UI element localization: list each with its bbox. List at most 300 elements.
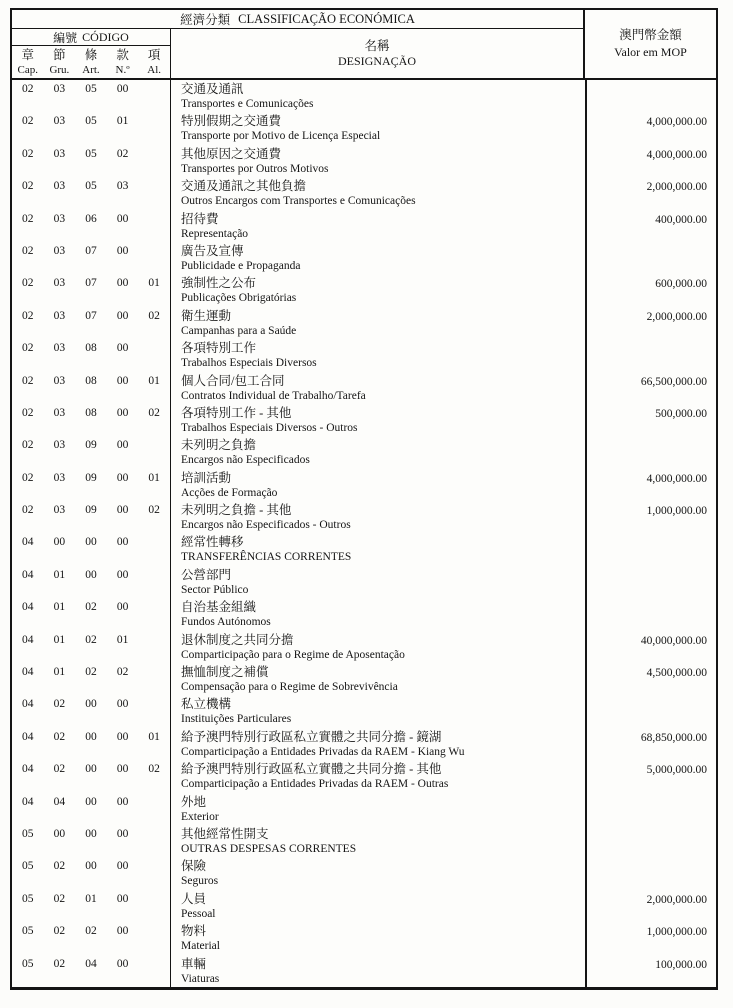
code-al: [138, 924, 170, 954]
code-n: 00: [116, 568, 129, 581]
designation-pt: Exterior: [181, 810, 219, 823]
designation-zh: 人員: [181, 891, 207, 906]
designation-zh: 退休制度之共同分擔: [181, 632, 294, 647]
row-codes: [12, 112, 170, 144]
code-al: 02: [148, 504, 160, 517]
code-art: 08: [85, 374, 97, 387]
designation-zh: 其他經常性開支: [181, 826, 269, 841]
row-value: [585, 793, 716, 825]
value-column-header: 澳門幣金額 Valor em MOP: [583, 10, 716, 78]
code-gru: 03: [53, 115, 66, 128]
code-cap: 04: [22, 698, 34, 711]
row-designation: [170, 112, 585, 144]
row-value: [585, 598, 716, 630]
table-row: [12, 274, 716, 306]
code-gru: 03: [53, 504, 66, 517]
code-cap: 02: [22, 471, 34, 484]
code-al: [138, 568, 170, 598]
designation-pt: Acções de Formação: [181, 486, 278, 499]
code-art: 00: [85, 763, 97, 776]
code-cap: 05: [22, 860, 34, 873]
code-gru: 03: [53, 406, 66, 419]
code-gru: 03: [53, 180, 66, 193]
code-al: [138, 147, 170, 177]
row-codes: [12, 825, 170, 857]
code-n: 01: [116, 633, 129, 646]
code-al: [138, 697, 170, 727]
code-cap: 02: [22, 309, 34, 322]
row-value: 4,000,000.00: [585, 469, 716, 501]
code-gru: 02: [53, 925, 66, 938]
designation-pt: Trabalhos Especiais Diversos: [181, 357, 317, 370]
designation-pt: Contratos Individual de Trabalho/Tarefa: [181, 389, 366, 402]
designation-pt: Fundos Autónomos: [181, 616, 271, 629]
row-designation: [170, 210, 585, 242]
code-cap: 05: [22, 892, 34, 905]
code-n: 00: [116, 83, 129, 95]
row-designation: [170, 436, 585, 468]
row-value: 100,000.00: [585, 955, 716, 987]
code-n: 00: [116, 244, 129, 257]
code-art: 09: [85, 504, 97, 517]
row-designation: [170, 825, 585, 857]
row-designation: [170, 307, 585, 339]
row-value: 1,000,000.00: [585, 922, 716, 954]
table-row: [12, 793, 716, 825]
code-art: 05: [85, 115, 97, 128]
row-value: 600,000.00: [585, 274, 716, 306]
designation-pt: Viaturas: [181, 972, 220, 985]
code-gru: 03: [53, 147, 66, 160]
table-header-left: [12, 10, 583, 78]
designation-zh: 未列明之負擔 - 其他: [181, 503, 292, 518]
designation-pt: Outros Encargos com Transportes e Comunicações: [181, 195, 416, 208]
row-codes: [12, 339, 170, 371]
row-codes: [12, 566, 170, 598]
row-value: [585, 533, 716, 565]
row-value: 40,000,000.00: [585, 631, 716, 663]
code-n: 00: [116, 925, 129, 938]
row-designation: [170, 598, 585, 630]
code-group-label-pt: CÓDIGO: [82, 29, 129, 44]
code-cap: 05: [22, 827, 34, 840]
row-value: [585, 339, 716, 371]
code-gru: 00: [53, 827, 66, 840]
code-n: 00: [116, 504, 129, 517]
code-n: 00: [116, 957, 129, 970]
code-n: 00: [116, 536, 129, 549]
code-n: 00: [116, 342, 129, 355]
code-gru: 02: [53, 892, 66, 905]
designation-pt: Publicidade e Propaganda: [181, 259, 301, 272]
code-al: [138, 341, 170, 371]
row-codes: [12, 307, 170, 339]
designation-zh: 給予澳門特別行政區私立實體之共同分擔 - 鏡湖: [181, 729, 442, 744]
code-gru: 03: [53, 244, 66, 257]
row-codes: [12, 501, 170, 533]
code-art: 00: [85, 698, 97, 711]
code-cap: 04: [22, 666, 34, 679]
row-designation: [170, 760, 585, 792]
designation-pt: Trabalhos Especiais Diversos - Outros: [181, 421, 358, 434]
code-gru: 02: [53, 763, 66, 776]
code-col-art: 條 Art.: [82, 48, 100, 76]
code-gru: 02: [53, 957, 66, 970]
row-codes: [12, 210, 170, 242]
code-al: [138, 82, 170, 112]
row-codes: [12, 857, 170, 889]
designation-pt: Comparticipação a Entidades Privadas da RAEM - Kiang Wu: [181, 745, 465, 758]
table-body: [12, 80, 716, 987]
code-cap: 02: [22, 212, 34, 225]
code-gru: 01: [53, 633, 66, 646]
designation-pt: Transportes por Outros Motivos: [181, 162, 329, 175]
code-n: 00: [116, 763, 129, 776]
code-art: 08: [85, 406, 97, 419]
designation-column-header: 名稱 DESIGNAÇÃO: [170, 29, 583, 78]
code-n: 00: [116, 471, 129, 484]
designation-zh: 廣告及宣傳: [181, 243, 244, 258]
code-n: 00: [116, 374, 129, 387]
code-al: [138, 957, 170, 987]
row-designation: [170, 242, 585, 274]
row-designation: [170, 339, 585, 371]
row-value: 4,500,000.00: [585, 663, 716, 695]
code-gru: 02: [53, 860, 66, 873]
row-codes: [12, 631, 170, 663]
code-n: 00: [116, 439, 129, 452]
code-cap: 04: [22, 730, 34, 743]
code-group-label: [12, 29, 170, 46]
table-row: [12, 112, 716, 144]
row-designation: [170, 890, 585, 922]
table-row: [12, 469, 716, 501]
table-row: [12, 631, 716, 663]
code-cap: 04: [22, 763, 34, 776]
code-art: 08: [85, 342, 97, 355]
row-codes: [12, 695, 170, 727]
code-subcolumn-labels: [12, 46, 170, 78]
code-n: 00: [116, 795, 129, 808]
code-col-gru: 節 Gru.: [49, 48, 70, 76]
code-al: [138, 438, 170, 468]
row-value: [585, 242, 716, 274]
table-row: [12, 760, 716, 792]
row-value: [585, 695, 716, 727]
designation-pt: Seguros: [181, 875, 219, 888]
table-row: [12, 955, 716, 987]
code-art: 00: [85, 536, 97, 549]
code-gru: 03: [53, 471, 66, 484]
designation-pt: Comparticipação para o Regime de Aposentação: [181, 648, 405, 661]
designation-zh: 交通及通訊: [181, 82, 244, 96]
code-art: 05: [85, 83, 97, 95]
code-art: 06: [85, 212, 97, 225]
code-al: 01: [148, 471, 160, 484]
table-row: [12, 80, 716, 112]
row-designation: [170, 663, 585, 695]
designation-zh: 特別假期之交通費: [181, 114, 282, 129]
row-codes: [12, 80, 170, 112]
row-value: [585, 825, 716, 857]
row-codes: [12, 274, 170, 306]
row-designation: [170, 922, 585, 954]
code-gru: 00: [53, 536, 66, 549]
code-al: [138, 892, 170, 922]
row-value: 500,000.00: [585, 404, 716, 436]
code-cap: 02: [22, 244, 34, 257]
code-n: 01: [116, 115, 129, 128]
row-codes: [12, 436, 170, 468]
designation-zh: 自治基金組織: [181, 600, 257, 615]
code-art: 05: [85, 180, 97, 193]
code-cap: 04: [22, 601, 34, 614]
row-value: [585, 436, 716, 468]
table-row: [12, 404, 716, 436]
code-n: 02: [116, 666, 129, 679]
code-al: 02: [148, 309, 160, 322]
table-row: [12, 728, 716, 760]
code-al: [138, 244, 170, 274]
row-value: 4,000,000.00: [585, 145, 716, 177]
designation-zh: 衛生運動: [181, 308, 232, 323]
code-art: 02: [85, 925, 97, 938]
code-gru: 01: [53, 601, 66, 614]
row-designation: [170, 404, 585, 436]
designation-pt: Transporte por Motivo de Licença Especial: [181, 130, 381, 143]
code-n: 03: [116, 180, 129, 193]
table-row: [12, 598, 716, 630]
code-cap: 02: [22, 83, 34, 95]
row-designation: [170, 631, 585, 663]
code-cap: 02: [22, 439, 34, 452]
code-cap: 04: [22, 536, 34, 549]
code-al: 02: [148, 406, 160, 419]
code-art: 00: [85, 730, 97, 743]
designation-zh: 交通及通訊之其他負擔: [181, 179, 307, 194]
code-gru: 01: [53, 666, 66, 679]
code-n: 00: [116, 277, 129, 290]
code-n: 00: [116, 601, 129, 614]
code-al: [138, 795, 170, 825]
code-al: 01: [148, 277, 160, 290]
designation-zh: 個人合同/包工合同: [181, 373, 285, 388]
designation-zh: 各項特別工作 - 其他: [181, 405, 292, 420]
code-al: [138, 535, 170, 565]
code-cap: 02: [22, 504, 34, 517]
designation-pt: Instituições Particulares: [181, 713, 292, 726]
code-art: 02: [85, 633, 97, 646]
code-n: 00: [116, 212, 129, 225]
code-gru: 02: [53, 730, 66, 743]
row-codes: [12, 469, 170, 501]
code-n: 00: [116, 892, 129, 905]
row-value: 68,850,000.00: [585, 728, 716, 760]
code-cap: 05: [22, 957, 34, 970]
designation-zh: 保險: [181, 859, 207, 874]
table-row: [12, 825, 716, 857]
designation-pt: Pessoal: [181, 907, 216, 920]
row-codes: [12, 955, 170, 987]
row-designation: [170, 955, 585, 987]
code-art: 02: [85, 666, 97, 679]
row-designation: [170, 501, 585, 533]
code-al: 02: [148, 763, 160, 776]
code-art: 07: [85, 277, 97, 290]
designation-zh: 其他原因之交通費: [181, 146, 282, 161]
row-codes: [12, 598, 170, 630]
code-cap: 04: [22, 633, 34, 646]
designation-pt: Material: [181, 940, 220, 953]
designation-zh: 車輛: [181, 956, 207, 971]
code-art: 04: [85, 957, 97, 970]
code-gru: 03: [53, 342, 66, 355]
code-art: 02: [85, 601, 97, 614]
table-row: [12, 922, 716, 954]
table-row: [12, 501, 716, 533]
code-cap: 04: [22, 568, 34, 581]
row-designation: [170, 793, 585, 825]
designation-zh: 培訓活動: [181, 470, 232, 485]
row-codes: [12, 372, 170, 404]
designation-zh: 物料: [181, 924, 207, 939]
designation-zh: 撫恤制度之補償: [181, 665, 269, 680]
row-value: 2,000,000.00: [585, 890, 716, 922]
row-designation: [170, 274, 585, 306]
row-designation: [170, 372, 585, 404]
row-codes: [12, 793, 170, 825]
code-gru: 03: [53, 83, 66, 95]
code-column-header: [12, 29, 170, 78]
code-gru: 02: [53, 698, 66, 711]
table-title-pt: CLASSIFICAÇÃO ECONÓMICA: [238, 11, 415, 26]
designation-pt: TRANSFERÊNCIAS CORRENTES: [181, 551, 352, 564]
code-col-n: 款 N.º: [115, 48, 130, 76]
row-designation: [170, 80, 585, 112]
code-art: 00: [85, 860, 97, 873]
row-value: 66,500,000.00: [585, 372, 716, 404]
code-al: 01: [148, 730, 160, 743]
code-gru: 03: [53, 212, 66, 225]
row-designation: [170, 533, 585, 565]
code-al: [138, 859, 170, 889]
table-row: [12, 372, 716, 404]
designation-pt: Sector Público: [181, 583, 249, 596]
code-art: 09: [85, 439, 97, 452]
row-codes: [12, 663, 170, 695]
code-n: 02: [116, 147, 129, 160]
code-gru: 04: [53, 795, 66, 808]
row-value: 400,000.00: [585, 210, 716, 242]
row-codes: [12, 177, 170, 209]
table-row: [12, 857, 716, 889]
designation-zh: 經常性轉移: [181, 535, 244, 550]
row-designation: [170, 857, 585, 889]
table-row: [12, 339, 716, 371]
row-designation: [170, 469, 585, 501]
code-n: 00: [116, 309, 129, 322]
code-cap: 02: [22, 406, 34, 419]
code-n: 00: [116, 860, 129, 873]
code-gru: 03: [53, 374, 66, 387]
table-header: [12, 10, 716, 80]
code-gru: 01: [53, 568, 66, 581]
row-codes: [12, 242, 170, 274]
code-art: 07: [85, 309, 97, 322]
code-art: 07: [85, 244, 97, 257]
code-cap: 02: [22, 374, 34, 387]
row-codes: [12, 533, 170, 565]
designation-pt: Comparticipação a Entidades Privadas da RAEM - Outras: [181, 778, 449, 791]
code-group-label-zh: 編號: [53, 30, 78, 45]
table-row: [12, 145, 716, 177]
table-row: [12, 695, 716, 727]
code-al: [138, 827, 170, 857]
code-n: 00: [116, 698, 129, 711]
table-title-zh: 經濟分類: [180, 13, 231, 27]
row-value: 4,000,000.00: [585, 112, 716, 144]
code-n: 00: [116, 827, 129, 840]
code-cap: 02: [22, 342, 34, 355]
code-al: [138, 600, 170, 630]
code-art: 00: [85, 795, 97, 808]
designation-pt: Encargos não Especificados - Outros: [181, 519, 351, 532]
table-row: [12, 890, 716, 922]
code-gru: 03: [53, 277, 66, 290]
table-title: [12, 10, 583, 29]
code-gru: 03: [53, 309, 66, 322]
designation-pt: Campanhas para a Saúde: [181, 324, 297, 337]
row-value: [585, 80, 716, 112]
code-al: 01: [148, 374, 160, 387]
designation-zh: 未列明之負擔: [181, 438, 257, 453]
code-cap: 05: [22, 925, 34, 938]
row-designation: [170, 177, 585, 209]
code-cap: 02: [22, 147, 34, 160]
code-art: 00: [85, 568, 97, 581]
code-art: 01: [85, 892, 97, 905]
code-cap: 04: [22, 795, 34, 808]
row-designation: [170, 695, 585, 727]
code-col-al: 項 Al.: [147, 48, 162, 76]
table-row: [12, 242, 716, 274]
code-n: 00: [116, 730, 129, 743]
designation-zh: 招待費: [181, 211, 219, 226]
row-value: 1,000,000.00: [585, 501, 716, 533]
designation-zh: 外地: [181, 794, 207, 809]
designation-pt: OUTRAS DESPESAS CORRENTES: [181, 842, 357, 855]
designation-pt: Compensação para o Regime de Sobrevivência: [181, 681, 398, 694]
designation-zh: 各項特別工作: [181, 341, 257, 356]
table-row: [12, 177, 716, 209]
code-al: [138, 212, 170, 242]
code-art: 05: [85, 147, 97, 160]
designation-zh: 公營部門: [181, 567, 232, 582]
code-al: [138, 179, 170, 209]
designation-pt: Encargos não Especificados: [181, 454, 310, 467]
designation-pt: Representação: [181, 227, 249, 240]
code-al: [138, 633, 170, 663]
table-subheader: [12, 29, 583, 78]
row-designation: [170, 145, 585, 177]
designation-pt: Publicações Obrigatórias: [181, 292, 297, 305]
row-value: 2,000,000.00: [585, 307, 716, 339]
row-value: 5,000,000.00: [585, 760, 716, 792]
designation-zh: 私立機構: [181, 697, 232, 712]
row-value: [585, 566, 716, 598]
row-codes: [12, 760, 170, 792]
table-row: [12, 307, 716, 339]
